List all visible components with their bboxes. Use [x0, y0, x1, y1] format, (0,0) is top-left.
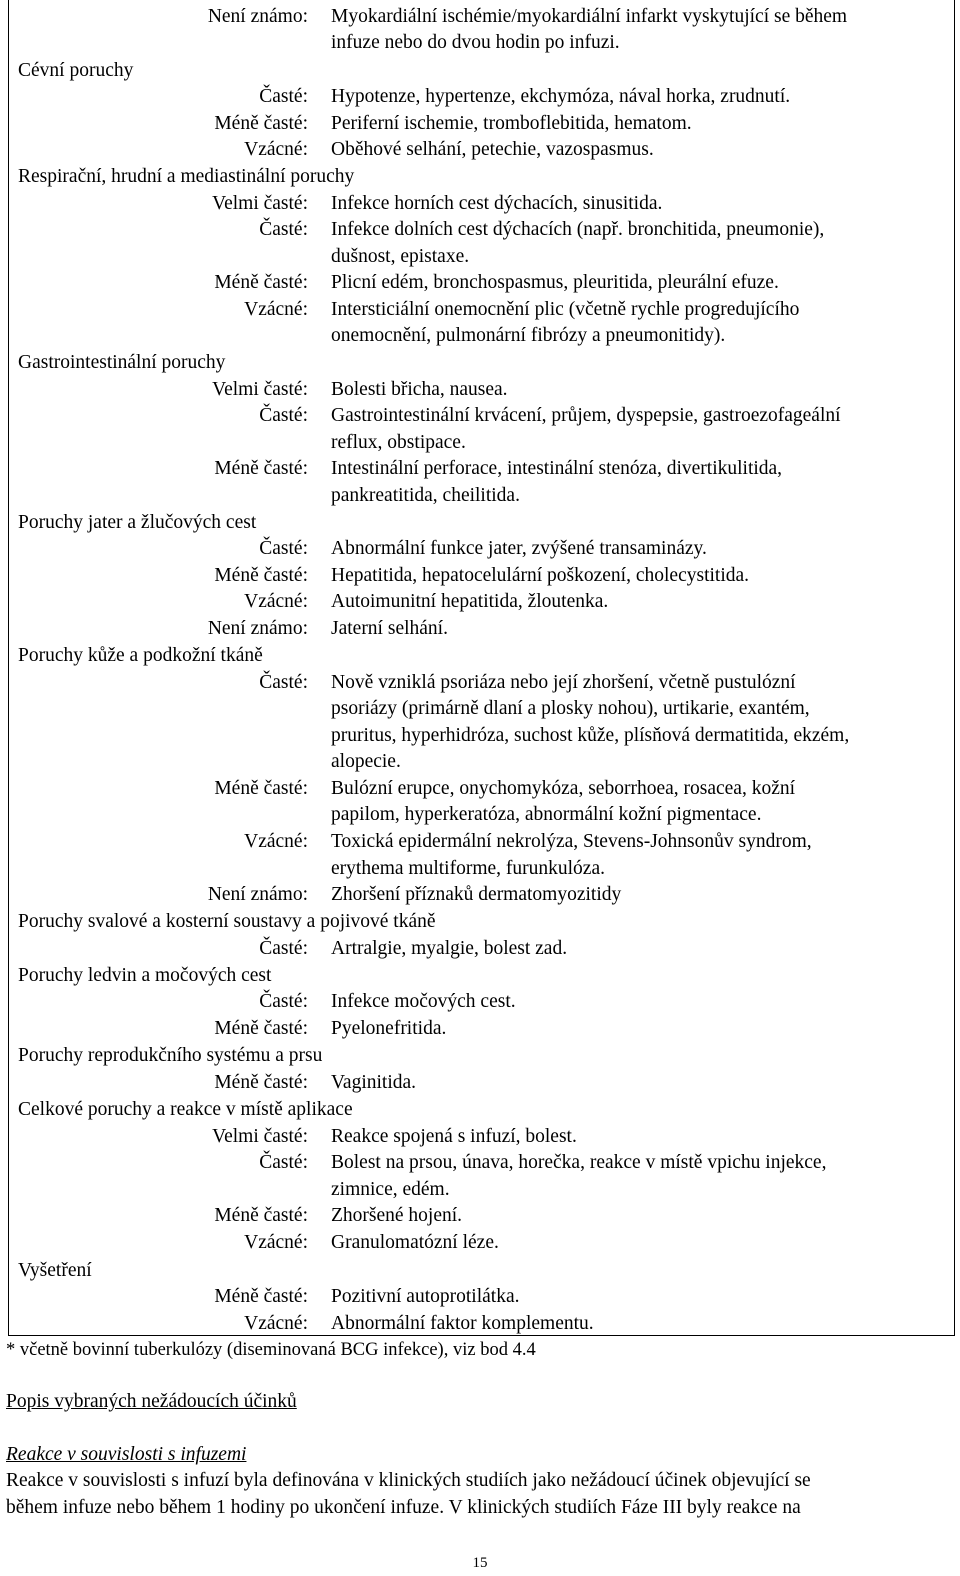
adverse-effect-text: Vaginitida.	[331, 1072, 417, 1093]
adverse-effect-text: Zhoršené hojení.	[331, 1205, 463, 1226]
frequency-label: Vzácné:	[244, 591, 308, 612]
adverse-effect-text: Pyelonefritida.	[331, 1018, 447, 1039]
adverse-effect-text: Oběhové selhání, petechie, vazospasmus.	[331, 139, 654, 160]
adverse-effect-continuation: onemocnění, pulmonární fibrózy a pneumonitidy).	[331, 325, 726, 346]
adverse-effect-text: Artralgie, myalgie, bolest zad.	[331, 938, 568, 959]
frequency-label: Vzácné:	[244, 1232, 308, 1253]
adverse-effect-text: Reakce spojená s infuzí, bolest.	[331, 1126, 577, 1147]
adverse-effect-text: Gastrointestinální krvácení, průjem, dyspepsie, gastroezofageální	[331, 405, 841, 426]
category-heading: Poruchy jater a žlučových cest	[18, 512, 257, 533]
category-heading: Vyšetření	[18, 1260, 92, 1281]
page-number: 15	[472, 1555, 488, 1571]
category-heading: Poruchy kůže a podkožní tkáně	[18, 645, 263, 666]
frequency-label: Méně časté:	[214, 458, 308, 479]
category-heading: Respirační, hrudní a mediastinální poruchy	[18, 166, 355, 187]
adverse-effect-text: Intestinální perforace, intestinální stenóza, divertikulitida,	[331, 458, 783, 479]
footnote: * včetně bovinní tuberkulózy (diseminovaná BCG infekce), viz bod 4.4	[6, 1340, 536, 1360]
paragraph-line: během infuze nebo během 1 hodiny po ukončení infuze. V klinických studiích Fáze III byly reakce na	[6, 1497, 801, 1518]
adverse-effect-continuation: pruritus, hyperhidróza, suchost kůže, plísňová dermatitida, ekzém,	[331, 725, 850, 746]
frequency-label: Méně časté:	[214, 1286, 308, 1307]
adverse-effect-text: Plicní edém, bronchospasmus, pleuritida, pleurální efuze.	[331, 272, 779, 293]
frequency-label: Velmi časté:	[212, 379, 308, 400]
frequency-label: Méně časté:	[214, 778, 308, 799]
category-heading: Poruchy svalové a kosterní soustavy a pojivové tkáně	[18, 911, 436, 932]
adverse-effect-continuation: papilom, hyperkeratóza, abnormální kožní pigmentace.	[331, 804, 762, 825]
adverse-effect-continuation: infuze nebo do dvou hodin po infuzi.	[331, 32, 620, 53]
frequency-label: Méně časté:	[214, 565, 308, 586]
category-heading: Gastrointestinální poruchy	[18, 352, 226, 373]
frequency-label: Méně časté:	[214, 1018, 308, 1039]
frequency-label: Méně časté:	[214, 1072, 308, 1093]
adverse-effect-continuation: pankreatitida, cheilitida.	[331, 485, 520, 506]
adverse-effect-text: Autoimunitní hepatitida, žloutenka.	[331, 591, 609, 612]
category-heading: Poruchy ledvin a močových cest	[18, 965, 272, 986]
adverse-effect-text: Bolest na prsou, únava, horečka, reakce v místě vpichu injekce,	[331, 1152, 827, 1173]
adverse-effect-continuation: dušnost, epistaxe.	[331, 246, 470, 267]
adverse-effect-continuation: zimnice, edém.	[331, 1179, 450, 1200]
frequency-label: Velmi časté:	[212, 1126, 308, 1147]
category-heading: Celkové poruchy a reakce v místě aplikace	[18, 1099, 353, 1120]
adverse-effect-text: Toxická epidermální nekrolýza, Stevens-Johnsonův syndrom,	[331, 831, 812, 852]
adverse-effect-text: Intersticiální onemocnění plic (včetně rychle progredujícího	[331, 299, 800, 320]
frequency-label: Časté:	[259, 538, 308, 559]
frequency-label: Časté:	[259, 991, 308, 1012]
adverse-effect-text: Pozitivní autoprotilátka.	[331, 1286, 520, 1307]
adverse-effect-text: Periferní ischemie, tromboflebitida, hematom.	[331, 113, 692, 134]
adverse-effect-text: Infekce močových cest.	[331, 991, 516, 1012]
adverse-effect-text: Zhoršení příznaků dermatomyozitidy	[331, 884, 622, 905]
adverse-effect-text: Bulózní erupce, onychomykóza, seborrhoea, rosacea, kožní	[331, 778, 796, 799]
frequency-label: Méně časté:	[214, 272, 308, 293]
frequency-label: Méně časté:	[214, 1205, 308, 1226]
frequency-label: Časté:	[259, 405, 308, 426]
adverse-effect-continuation: erythema multiforme, furunkulóza.	[331, 858, 605, 879]
adverse-effect-text: Myokardiální ischémie/myokardiální infarkt vyskytující se během	[331, 6, 848, 27]
adverse-effect-text: Nově vzniklá psoriáza nebo její zhoršení, včetně pustulózní	[331, 672, 796, 693]
adverse-effect-continuation: alopecie.	[331, 751, 401, 772]
adverse-effect-continuation: reflux, obstipace.	[331, 432, 466, 453]
category-heading: Poruchy reprodukčního systému a prsu	[18, 1045, 323, 1066]
section-heading: Popis vybraných nežádoucích účinků	[6, 1391, 297, 1412]
frequency-label: Velmi časté:	[212, 193, 308, 214]
adverse-effect-text: Jaterní selhání.	[331, 618, 448, 639]
adverse-effect-text: Hepatitida, hepatocelulární poškození, cholecystitida.	[331, 565, 750, 586]
frequency-label: Vzácné:	[244, 299, 308, 320]
adverse-effect-text: Abnormální funkce jater, zvýšené transaminázy.	[331, 538, 707, 559]
adverse-effect-text: Infekce dolních cest dýchacích (např. bronchitida, pneumonie),	[331, 219, 825, 240]
frequency-label: Vzácné:	[244, 139, 308, 160]
frequency-label: Časté:	[259, 86, 308, 107]
frequency-label: Časté:	[259, 938, 308, 959]
frequency-label: Není známo:	[207, 6, 308, 27]
frequency-label: Není známo:	[207, 618, 308, 639]
frequency-label: Časté:	[259, 672, 308, 693]
subsection-heading: Reakce v souvislosti s infuzemi	[6, 1444, 247, 1465]
adverse-effect-text: Bolesti břicha, nausea.	[331, 379, 508, 400]
adverse-effect-continuation: psoriázy (primárně dlaní a plosky nohou), urtikarie, exantém,	[331, 698, 810, 719]
category-heading: Cévní poruchy	[18, 60, 134, 81]
adverse-effect-text: Hypotenze, hypertenze, ekchymóza, nával horka, zrudnutí.	[331, 86, 791, 107]
frequency-label: Vzácné:	[244, 831, 308, 852]
frequency-label: Vzácné:	[244, 1313, 308, 1334]
adverse-effect-text: Abnormální faktor komplementu.	[331, 1313, 594, 1334]
frequency-label: Méně časté:	[214, 113, 308, 134]
frequency-label: Není známo:	[207, 884, 308, 905]
frequency-label: Časté:	[259, 219, 308, 240]
adverse-effect-text: Infekce horních cest dýchacích, sinusitida.	[331, 193, 663, 214]
paragraph-line: Reakce v souvislosti s infuzí byla definována v klinických studiích jako nežádoucí účinek objevující se	[6, 1470, 811, 1491]
adverse-effect-text: Granulomatózní léze.	[331, 1232, 499, 1253]
frequency-label: Časté:	[259, 1152, 308, 1173]
